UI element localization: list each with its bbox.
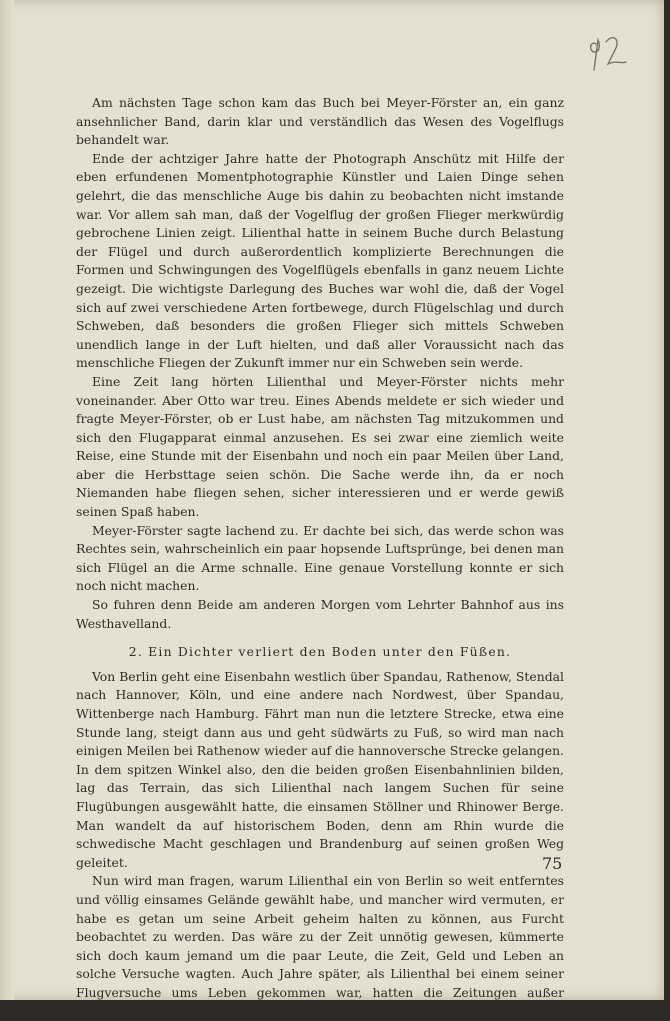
paragraph: Ende der achtziger Jahre hatte der Photograph Anschütz mit Hilfe der eben erfundenen Momentphotographie Künstler und Laien Dinge sehen gelehrt, die das menschliche Auge bis dahin zu beobachten nicht imstande war. Vor allem sah man, daß der Vogelflug der großen Flieger merkwürdig gebrochene Linien zeigt. Lilienthal hatte in seinem Buche durch Belastung der Flügel und durch außerordentlich komplizierte Berechnungen die Formen und Schwingungen des Vogelflügels ebenfalls in ganz neuem Lichte gezeigt. Die wichtigste Darlegung des Buches war wohl die, daß der Vogel sich auf zwei verschiedene Arten fortbewege, durch Flügelschlag und durch Schweben, daß besonders die großen Flieger sich mittels Schweben unendlich lange in der Luft hielten, und daß aller Voraussicht nach das menschliche Fliegen der Zukunft immer nur ein Schweben sein werde.	[76, 150, 564, 371]
paragraph: Am nächsten Tage schon kam das Buch bei Meyer-Förster an, ein ganz ansehnlicher Band, darin klar und verständlich das Wesen des Vogelflugs behandelt war.	[76, 95, 564, 148]
page-gutter-shadow	[0, 0, 14, 1000]
paragraph: So fuhren denn Beide am anderen Morgen vom Lehrter Bahnhof aus ins Westhavelland.	[76, 597, 564, 631]
page-number: 75	[542, 854, 563, 873]
paragraph: Eine Zeit lang hörten Lilienthal und Meyer-Förster nichts mehr voneinander. Aber Otto war treu. Eines Abends meldete er sich wieder und fragte Meyer-Förster, ob er Lust habe, am nächsten Tag mitzukommen und sich den Flugapparat einmal anzusehen. Es sei zwar eine ziemlich weite Reise, eine Stunde mit der Eisenbahn und noch ein paar Meilen über Land, aber die Herbsttage seien schön. Die Sache werde ihn, da er noch Niemanden habe fliegen sehen, sicher interessieren und er werde gewiß seinen Spaß haben.	[76, 373, 564, 520]
section-heading: 2. Ein Dichter verliert den Boden unter den Füßen.	[128, 644, 512, 660]
paragraph: Von Berlin geht eine Eisenbahn westlich über Spandau, Rathenow, Stendal nach Hannover, Köln, und eine andere nach Nordwest, über Spandau, Wittenberge nach Hamburg. Fährt man nun die letztere Strecke, etwa eine Stunde lang, steigt dann aus und geht südwärts zu Fuß, so wird man nach einigen Meilen bei Rathenow wieder auf die hannoversche Strecke gelangen. In dem spitzen Winkel also, den die beiden großen Eisenbahnlinien bilden, lag das Terrain, das sich Lilienthal nach langem Suchen für seine Flugübungen ausgewählt hatte, die einsamen Stöllner und Rhinower Berge. Man wandelt da auf historischem Boden, denn am Rhin wurde die schwedische Macht geschlagen und Brandenburg auf seinen großen Weg geleitet.	[76, 668, 564, 870]
body-text	[76, 94, 564, 1021]
handwritten-folio-number	[586, 30, 630, 76]
svg-text:92: 92	[586, 30, 587, 31]
paragraph: Nun wird man fragen, warum Lilienthal ein von Berlin so weit entferntes und völlig einsames Gelände gewählt habe, und mancher wird vermuten, er habe es getan um seine Arbeit geheim halten zu können, aus Furcht beobachtet zu werden. Das wäre zu der Zeit unnötig gewesen, kümmerte sich doch kaum jemand um die paar Leute, die Zeit, Geld und Leben an solche Versuche wagten. Auch Jahre später, als Lilienthal bei einem seiner Flugversuche ums Leben gekommen war, hatten die Zeitungen außer einigen Worten des Bedauerns wenig Verständnis für	[76, 873, 564, 1019]
paragraph: Meyer-Förster sagte lachend zu. Er dachte bei sich, das werde schon was Rechtes sein, wahrscheinlich ein paar hopsende Luftsprünge, bei denen man sich Flügel an die Arme schnalle. Eine genaue Vorstellung konnte er sich noch nicht machen.	[76, 522, 564, 594]
